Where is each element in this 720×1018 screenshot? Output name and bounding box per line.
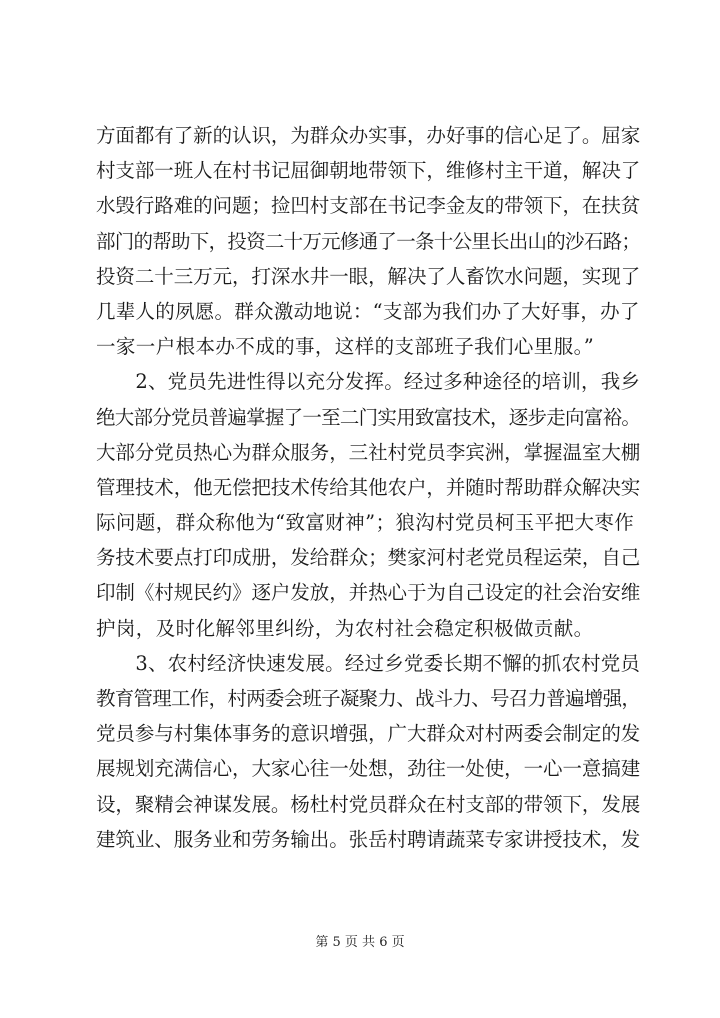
text-line: 党员参与村集体事务的意识增强，广大群众对村两委会制定的发 xyxy=(96,722,641,746)
page-number: 第 5 页 共 6 页 xyxy=(315,935,405,950)
page-footer xyxy=(0,934,720,952)
text-line: 教育管理工作，村两委会班子凝聚力、战斗力、号召力普遍增强， xyxy=(96,687,641,710)
text-line: 投资二十三万元，打深水井一眼，解决了人畜饮水问题，实现了 xyxy=(96,264,641,288)
text-line: 际问题，群众称他为“致富财神”；狼沟村党员柯玉平把大枣作 xyxy=(96,511,635,535)
text-line: 一家一户根本办不成的事，这样的支部班子我们心里服。” xyxy=(96,335,595,359)
text-line: 绝大部分党员普遍掌握了一至二门实用致富技术，逐步走向富裕。 xyxy=(96,405,641,429)
paragraph-3-start: 3、农村经济快速发展。经过乡党委长期不懈的抓农村党员 xyxy=(96,651,641,675)
text-line: 大部分党员热心为群众服务，三社村党员李宾洲，掌握温室大棚 xyxy=(96,440,641,464)
paragraph-2-start: 2、党员先进性得以充分发挥。经过多种途径的培训，我乡 xyxy=(96,370,641,394)
text-line: 展规划充满信心，大家心往一处想，劲往一处使，一心一意搞建 xyxy=(96,757,641,781)
text-line: 建筑业、服务业和劳务输出。张岳村聘请蔬菜专家讲授技术，发 xyxy=(96,827,641,851)
text-line: 村支部一班人在村书记屈御朝地带领下，维修村主干道，解决了 xyxy=(96,159,641,183)
text-line: 方面都有了新的认识，为群众办实事，办好事的信心足了。屈家 xyxy=(96,124,641,147)
text-line: 水毁行路难的问题；捡凹村支部在书记李金友的带领下，在扶贫 xyxy=(96,194,641,218)
text-line: 印制《村规民约》逐户发放，并热心于为自己设定的社会治安维 xyxy=(96,581,641,605)
body-text xyxy=(96,118,641,857)
text-line: 几辈人的夙愿。群众激动地说：“支部为我们办了大好事，办了 xyxy=(96,299,640,323)
text-line: 护岗，及时化解邻里纠纷，为农村社会稳定积极做贡献。 xyxy=(96,616,594,640)
text-line: 管理技术，他无偿把技术传给其他农户，并随时帮助群众解决实 xyxy=(96,475,641,499)
text-line: 设，聚精会神谋发展。杨杜村党员群众在村支部的带领下，发展 xyxy=(96,792,641,816)
text-line: 部门的帮助下，投资二十万元修通了一条十公里长出山的沙石路； xyxy=(96,229,641,253)
text-line: 务技术要点打印成册，发给群众；樊家河村老党员程运荣，自己 xyxy=(96,546,641,570)
